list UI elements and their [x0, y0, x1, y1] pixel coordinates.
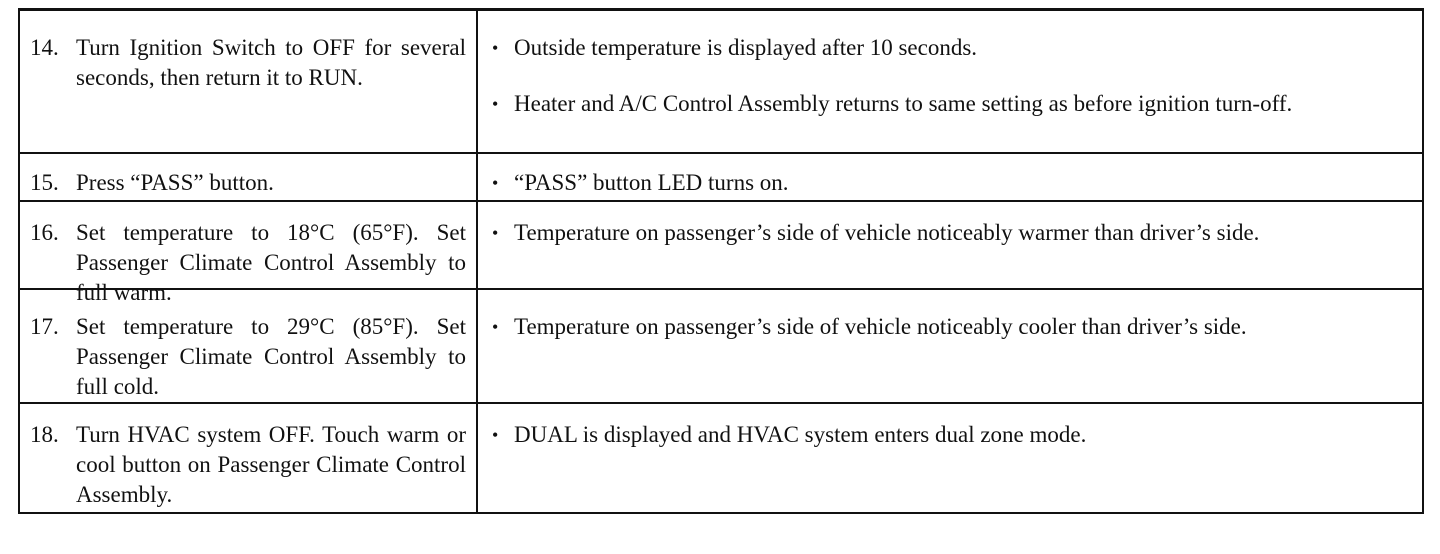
result-item: [492, 89, 1408, 119]
table-row: [20, 11, 1422, 152]
step-number: 18.: [30, 422, 59, 447]
result-item: [492, 218, 1408, 248]
result-cell: [478, 11, 1422, 152]
step-text: Press “PASS” button.: [76, 170, 274, 195]
step-number: 16.: [30, 220, 59, 245]
procedure-table: [18, 8, 1424, 514]
result-item: [492, 168, 1408, 198]
result-cell: [478, 202, 1422, 288]
result-item: [492, 33, 1408, 63]
table-row: [20, 152, 1422, 200]
step-cell: [20, 290, 478, 402]
bullet-icon: •: [492, 94, 499, 114]
result-text: Temperature on passenger’s side of vehicle noticeably cooler than driver’s side.: [514, 314, 1247, 339]
result-cell: [478, 290, 1422, 402]
bullet-icon: •: [492, 317, 499, 337]
step-text: Turn HVAC system OFF. Touch warm or cool button on Passenger Climate Control Assembly.: [76, 422, 466, 507]
result-text: Outside temperature is displayed after 10 seconds.: [514, 35, 978, 60]
result-text: Temperature on passenger’s side of vehicle noticeably warmer than driver’s side.: [514, 220, 1260, 245]
step-number: 15.: [30, 170, 59, 195]
step-text: Set temperature to 29°C (85°F). Set Passenger Climate Control Assembly to full cold.: [76, 314, 466, 399]
result-cell: [478, 154, 1422, 200]
step-text: Turn Ignition Switch to OFF for several seconds, then return it to RUN.: [76, 35, 466, 90]
result-item: [492, 312, 1408, 342]
step-text: Set temperature to 18°C (65°F). Set Passenger Climate Control Assembly to full warm.: [76, 220, 466, 305]
result-item: [492, 420, 1408, 450]
step-cell: [20, 11, 478, 152]
result-text: “PASS” button LED turns on.: [514, 170, 789, 195]
table-row: [20, 288, 1422, 402]
bullet-icon: •: [492, 223, 499, 243]
step-cell: [20, 202, 478, 305]
step-cell: [20, 154, 478, 200]
step-number: 17.: [30, 314, 59, 339]
bullet-icon: •: [492, 38, 499, 58]
table-row: [20, 402, 1422, 512]
bullet-icon: •: [492, 173, 499, 193]
bullet-icon: •: [492, 425, 499, 445]
table-row: [20, 200, 1422, 305]
step-cell: [20, 404, 478, 512]
result-text: DUAL is displayed and HVAC system enters dual zone mode.: [514, 422, 1087, 447]
result-cell: [478, 404, 1422, 512]
result-text: Heater and A/C Control Assembly returns to same setting as before ignition turn-off.: [514, 91, 1293, 116]
step-number: 14.: [30, 35, 59, 60]
